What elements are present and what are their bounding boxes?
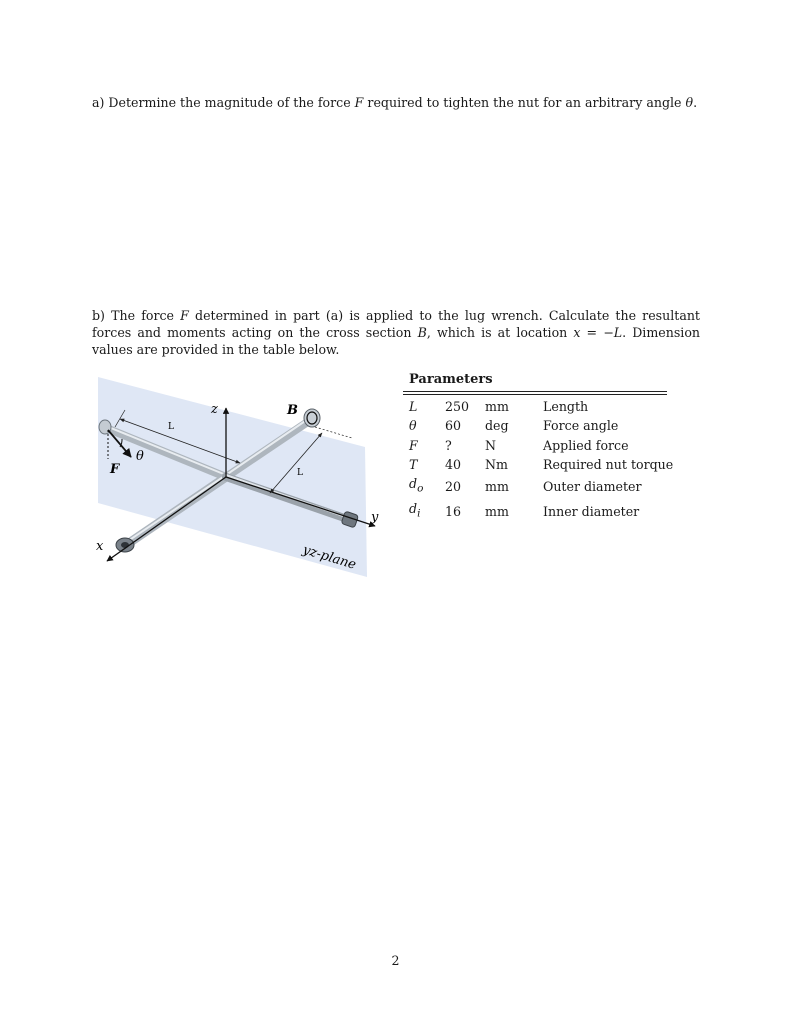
param-symbol: L <box>409 399 418 414</box>
param-description: Length <box>543 399 589 414</box>
param-unit: mm <box>485 399 509 414</box>
label-y: y <box>371 510 379 525</box>
param-symbol: $d_i$ <box>409 501 421 520</box>
part-b-text: determined in part (a) is applied to the lug wrench. Calculate the resultant forces and moments acting on the cross section <box>92 308 700 340</box>
param-symbol: θ <box>409 418 417 434</box>
part-a-text: . <box>693 95 698 110</box>
param-symbol: F <box>409 437 418 453</box>
table-row <box>403 436 683 455</box>
param-description: Force angle <box>543 418 619 434</box>
param-value: 250 <box>445 399 470 414</box>
part-a-text: a) Determine the magnitude of the force <box>92 95 355 110</box>
symbol-theta: θ <box>685 95 694 110</box>
label-theta: θ <box>136 449 144 464</box>
label-L-right: L <box>297 468 303 478</box>
part-b-text: . Dimension values are provided in the table below. <box>92 325 701 357</box>
symbol-B: B <box>417 325 427 340</box>
parameters-table <box>403 397 683 524</box>
label-z: z <box>211 402 218 417</box>
table-rule <box>403 391 667 392</box>
param-unit: N <box>485 437 497 453</box>
param-value: 40 <box>445 456 462 472</box>
label-F: F <box>110 462 120 477</box>
location-equation: x = −L <box>573 325 623 340</box>
symbol-F: F <box>180 308 189 323</box>
param-symbol: $d_o$ <box>409 476 424 495</box>
lug-wrench-figure <box>90 375 380 585</box>
symbol-F: F <box>354 95 364 110</box>
table-row <box>403 455 683 474</box>
param-value: ? <box>445 437 452 453</box>
part-a-text: required to tighten the nut for an arbitrary angle <box>363 95 686 110</box>
param-description: Applied force <box>543 437 629 453</box>
param-unit: Nm <box>485 456 508 472</box>
label-L-top: L <box>168 422 174 432</box>
table-row <box>403 474 683 499</box>
param-unit: mm <box>485 478 509 494</box>
part-b-text: b) The force <box>92 308 181 323</box>
param-unit: deg <box>485 418 509 434</box>
param-description: Inner diameter <box>543 503 640 519</box>
param-value: 16 <box>445 503 462 519</box>
parameters-title: Parameters <box>409 372 493 387</box>
param-unit: mm <box>485 503 509 519</box>
param-value: 60 <box>445 418 462 434</box>
table-row <box>403 397 683 416</box>
label-x: x <box>96 539 104 554</box>
param-description: Required nut torque <box>543 456 674 472</box>
part-b-text: , which is at location <box>426 325 574 340</box>
table-rule <box>403 394 667 395</box>
table-row <box>403 416 683 435</box>
param-symbol: T <box>409 456 418 472</box>
param-description: Outer diameter <box>543 478 642 494</box>
page-number: 2 <box>391 953 400 968</box>
part-b-question <box>92 307 700 358</box>
table-row <box>403 499 683 524</box>
label-B: B <box>287 403 298 418</box>
param-value: 20 <box>445 478 462 494</box>
label-yz-plane: yz-plane <box>300 542 358 573</box>
part-a-question <box>92 94 732 111</box>
